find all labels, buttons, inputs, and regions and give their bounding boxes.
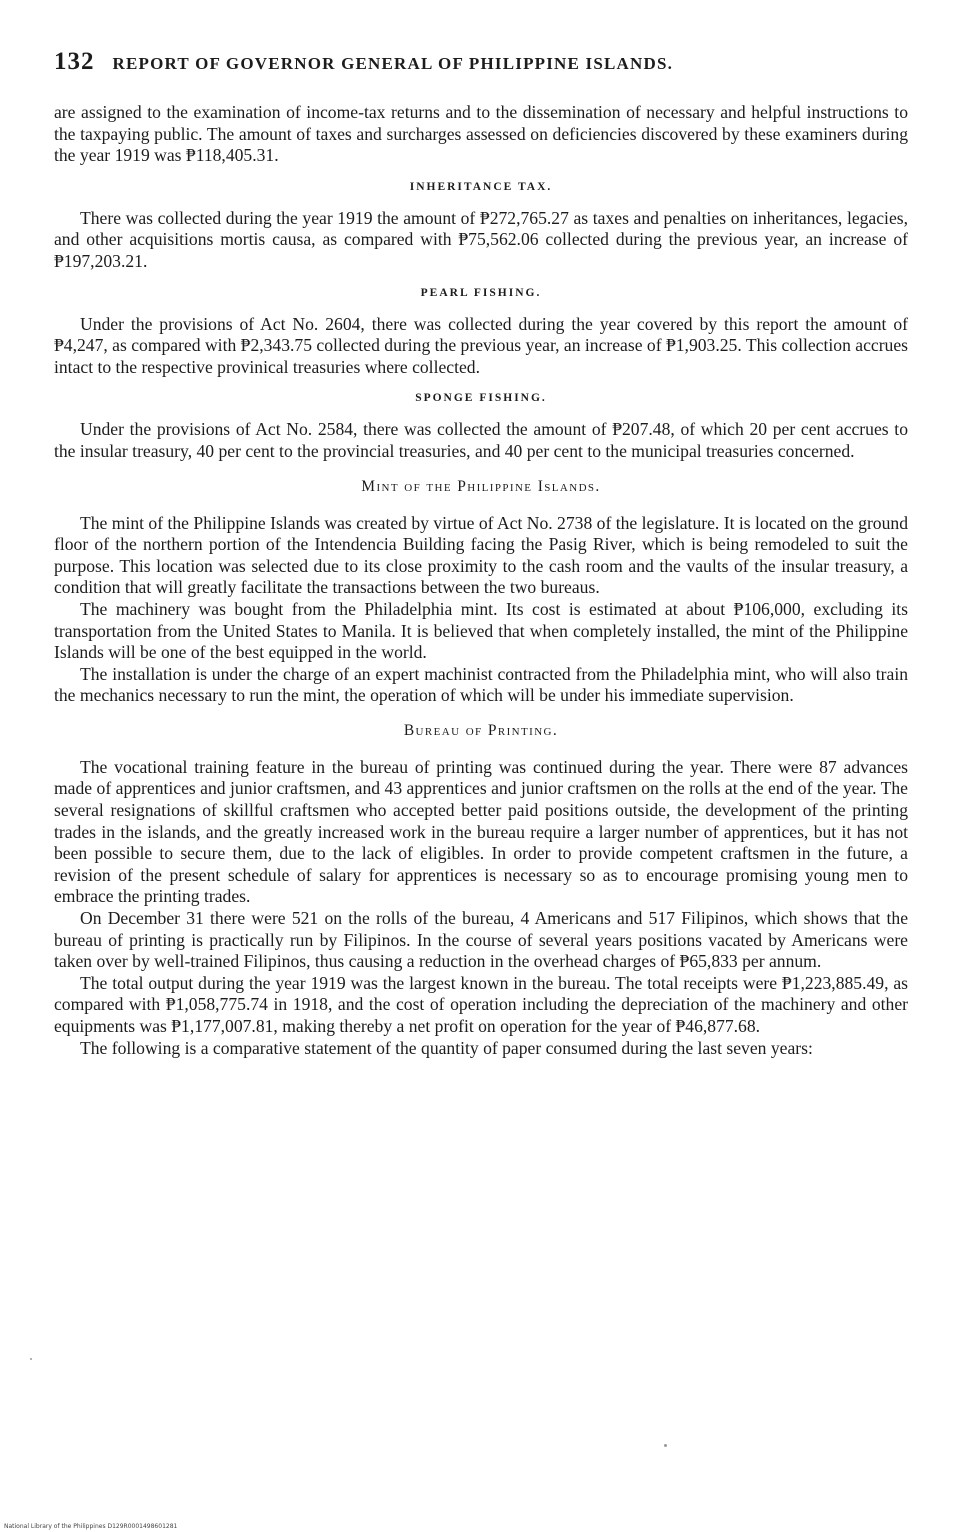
intro-paragraph: are assigned to the examination of income-tax returns and to the dissemination of necessary and helpful instructions to the taxpaying public. The amount of taxes and surcharges assessed on deficiencies discovered by these examiners during the year 1919 was ₱118,405.31. (54, 102, 908, 166)
heading-bureau-of-printing: Bureau of Printing. (403, 721, 559, 739)
heading-inheritance-tax: INHERITANCE TAX. (409, 180, 553, 193)
printing-paragraph-3: The total output during the year 1919 was the largest known in the bureau. The total receipts were ₱1,223,885.49, as compared with ₱1,058,775.74 in 1918, and the cost of operation including the depreciation of the machinery and other equipments was ₱1,177,007.81, making thereby a net profit on operation for the year of ₱46,877.68. (54, 972, 908, 1036)
page-number: 132 (54, 48, 95, 75)
mint-paragraph-1: The mint of the Philippine Islands was created by virtue of Act No. 2738 of the legislature. It is located on the ground floor of the northern portion of the Intendencia Building facing the Pasig River, which is being remodeled to suit the purpose. This location was selected due to its close proximity to the cash room and the vaults of the insular treasury, a condition that will greatly facilitate the transactions between the two bureaus. (54, 512, 908, 598)
document-page (54, 48, 908, 1059)
mint-paragraph-2: The machinery was bought from the Philadelphia mint. Its cost is estimated at about ₱106,000, excluding its transportation from the United States to Manila. It is believed that when completely installed, the mint of the Philippine Islands will be one of the best equipped in the world. (54, 598, 908, 663)
heading-pearl-fishing: PEARL FISHING. (420, 286, 542, 299)
running-title: REPORT OF GOVERNOR GENERAL OF PHILIPPINE ISLANDS. (112, 54, 674, 73)
scan-source-line: National Library of the Philippines D129R0001498601281 (4, 1523, 178, 1530)
printing-paragraph-1: The vocational training feature in the bureau of printing was continued during the year. There were 87 advances made of apprentices and junior craftsmen, and 43 apprentices and junior craftsmen on the rolls at the end of the year. The several resignations of skillful craftsmen who accepted better paid positions outside, the development of the printing trades in the islands, and the greatly increased work in the bureau require a larger number of apprentices, but it has not been possible to secure them, due to the lack of eligibles. In order to provide competent craftsmen in the future, a revision of the present schedule of salary for apprentices is necessary so as to encourage promising young men to embrace the printing trades. (54, 756, 908, 907)
pearl-paragraph: Under the provisions of Act No. 2604, there was collected during the year covered by this report the amount of ₱4,247, as compared with ₱2,343.75 collected during the previous year, an increase of ₱1,903.25. This collection accrues intact to the respective provinical treasuries where collected. (54, 313, 909, 377)
printing-paragraph-2: On December 31 there were 521 on the rolls of the bureau, 4 Americans and 517 Filipinos, which shows that the bureau of printing is practically run by Filipinos. In the course of several years positions vacated by Americans were taken over by well-trained Filipinos, thus causing a reduction in the overhead charges of ₱65,833 per annum. (54, 908, 908, 972)
scan-speck (664, 1444, 667, 1447)
inheritance-paragraph: There was collected during the year 1919 the amount of ₱272,765.27 as taxes and penalties on inheritances, legacies, and other acquisitions mortis causa, as compared with ₱75,562.06 collected during the previous year, an increase of ₱197,203.21. (54, 207, 908, 271)
scan-speck (30, 1358, 32, 1360)
heading-sponge-fishing: SPONGE FISHING. (415, 392, 547, 405)
sponge-paragraph: Under the provisions of Act No. 2584, there was collected the amount of ₱207.48, of which 20 per cent accrues to the insular treasury, 40 per cent to the provincial treasuries, and 40 per cent to the municipal treasuries concerned. (54, 419, 908, 461)
heading-mint: Mint of the Philippine Islands. (361, 477, 601, 495)
page-header (54, 48, 908, 76)
mint-paragraph-3: The installation is under the charge of an expert machinist contracted from the Philadelphia mint, who will also train the mechanics necessary to run the mint, the operation of which will be under his immediate supervision. (54, 663, 908, 706)
printing-paragraph-4: The following is a comparative statement of the quantity of paper consumed during the last seven years: (80, 1037, 813, 1058)
